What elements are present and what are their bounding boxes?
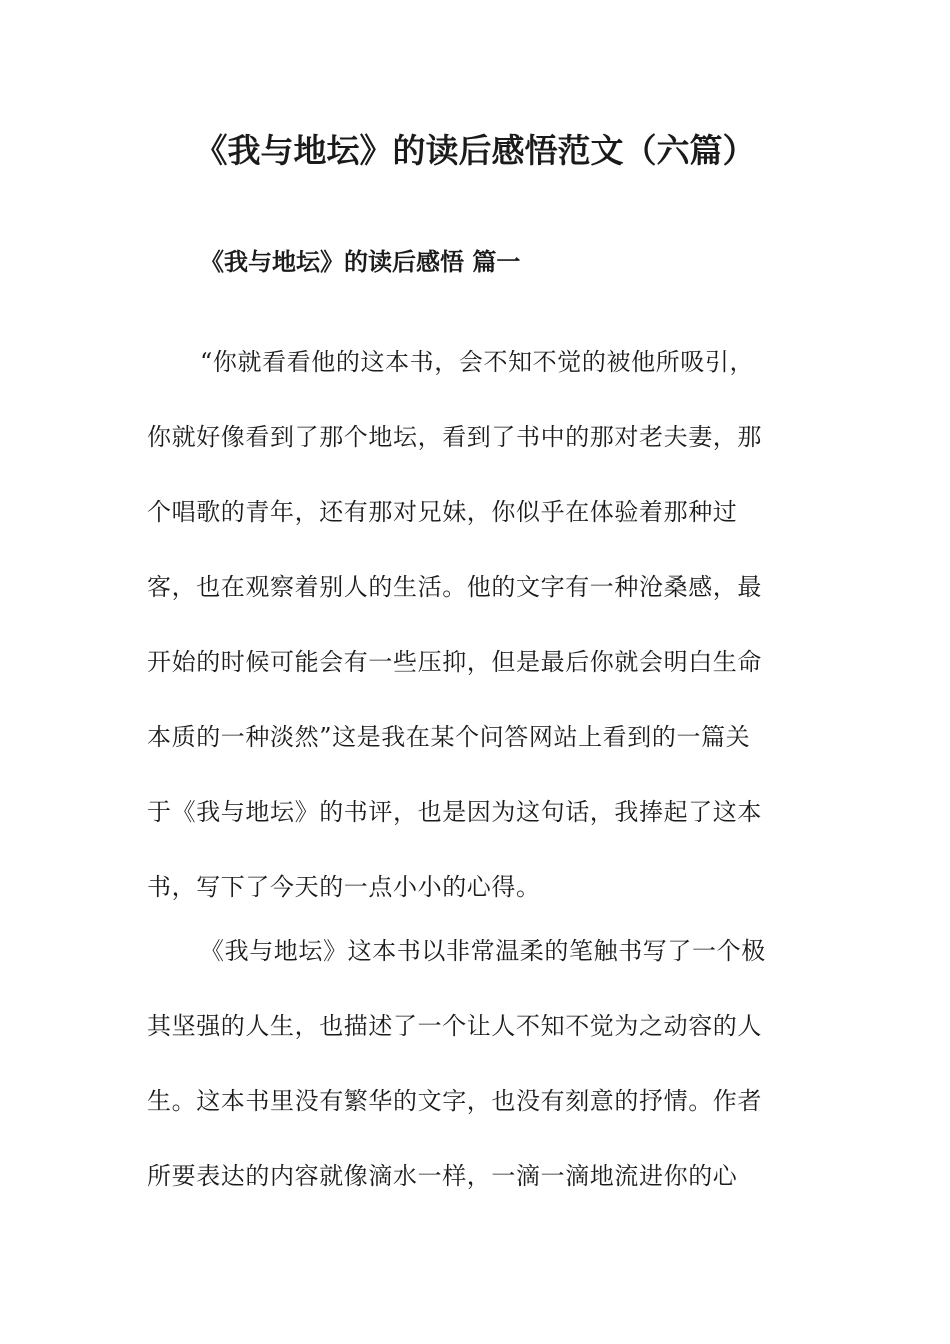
paragraph-2-line-4: 所要表达的内容就像滴水一样，一滴一滴地流进你的心 [147,1162,738,1190]
paragraph-1-line-3: 个唱歌的青年，还有那对兄妹，你似乎在体验着那种过 [147,498,738,526]
paragraph-1-line-7: 于《我与地坛》的书评，也是因为这句话，我捧起了这本 [147,798,762,826]
paragraph-1-line-1: “你就看看他的这本书，会不知不觉的被他所吸引， [200,348,755,376]
document-title: 《我与地坛》的读后感悟范文（六篇） [194,131,756,170]
paragraph-1-line-4: 客，也在观察着别人的生活。他的文字有一种沧桑感，最 [147,573,762,601]
section-heading: 《我与地坛》的读后感悟 篇一 [200,247,521,276]
paragraph-2-line-1: 《我与地坛》这本书以非常温柔的笔触书写了一个极 [200,937,766,965]
paragraph-1-line-8: 书，写下了今天的一点小小的心得。 [147,873,541,901]
paragraph-1-line-2: 你就好像看到了那个地坛，看到了书中的那对老夫妻，那 [147,423,762,451]
paragraph-2-line-3: 生。这本书里没有繁华的文字，也没有刻意的抒情。作者 [147,1087,762,1115]
paragraph-1-line-6: 本质的一种淡然”这是我在某个问答网站上看到的一篇关 [147,723,751,751]
paragraph-1-line-5: 开始的时候可能会有一些压抑，但是最后你就会明白生命 [147,648,762,676]
paragraph-2-line-2: 其坚强的人生，也描述了一个让人不知不觉为之动容的人 [147,1012,762,1040]
